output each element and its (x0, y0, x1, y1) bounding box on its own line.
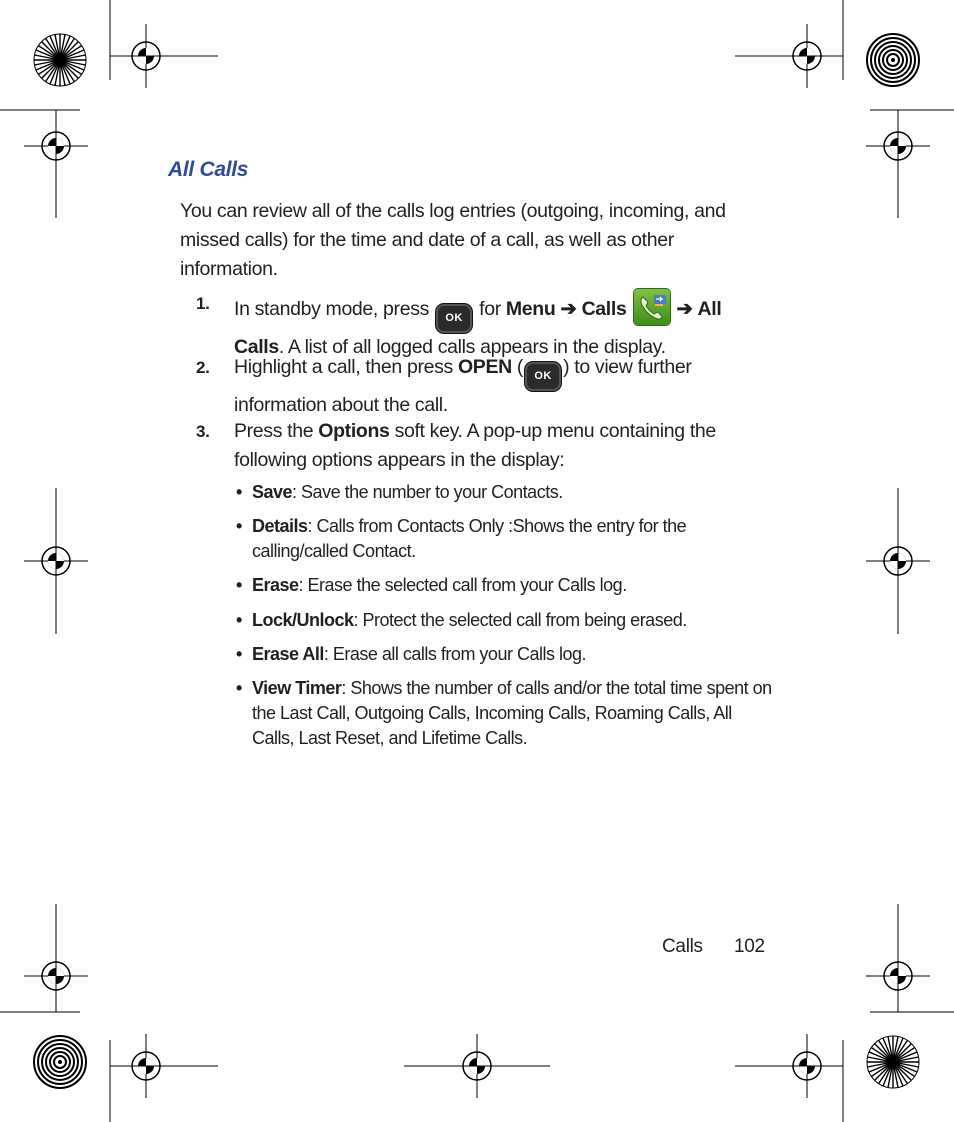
calls-app-icon (634, 289, 670, 325)
footer-section: Calls (662, 936, 703, 957)
section-title: All Calls (168, 158, 249, 181)
step-number: 2. (196, 358, 210, 377)
ok-key-icon: OK (436, 304, 472, 333)
step-number: 3. (196, 422, 210, 441)
arrow: ➔ (560, 298, 577, 320)
calls-label: Calls (581, 298, 627, 320)
ok-key-icon: OK (525, 362, 561, 391)
arrow: ➔ (676, 298, 693, 320)
menu-label: Menu (505, 298, 556, 320)
step-text: In standby mode, press OK for Menu ➔ Calls ➔ All Calls. A list of all logged calls appears in the display. (234, 289, 774, 362)
step-number: 1. (196, 294, 210, 313)
all-calls-label: All Calls (234, 298, 722, 358)
open-label: OPEN (457, 356, 512, 378)
step-text: Highlight a call, then press OPEN ( OK ) to view further information about the call. (234, 356, 692, 416)
step-text: Press the Options soft key. A pop-up menu containing the following options appears in the display: (234, 420, 716, 471)
options-label: Options (318, 420, 390, 442)
manual-page: All Calls You can review all of the calls log entries (outgoing, incoming, and missed calls) for the time and date of a call, as well as other information. 1. In standby mode, press OK for Menu ➔ Calls ➔ All Calls. A list of all logged calls appears in the display. 2. Highlight a call, then press OPEN ( OK ) to view further information about the call. 3. Press the Options soft key. A pop-up menu containing the following options appears in the display: • Save: Save the number to your Contacts. • Details: Calls from Contacts Only :Shows the entry for the calling/called Contact. • Erase: Erase the selected call from your Calls log. • Lock/Unlock: Protect the selected call from being erased. • Erase All: Erase all calls from your Calls log. • View Timer: Shows the number of calls and/or the total time spent on the Last Call, Outgoing Calls, Incoming Calls, Roaming Calls, All Calls, Last Reset, and Lifetime Calls. Calls 102 (0, 0, 954, 1122)
intro-paragraph: You can review all of the calls log entries (outgoing, incoming, and missed calls) for the time and date of a call, as well as other information. (180, 200, 726, 280)
page-number: 102 (734, 936, 765, 957)
